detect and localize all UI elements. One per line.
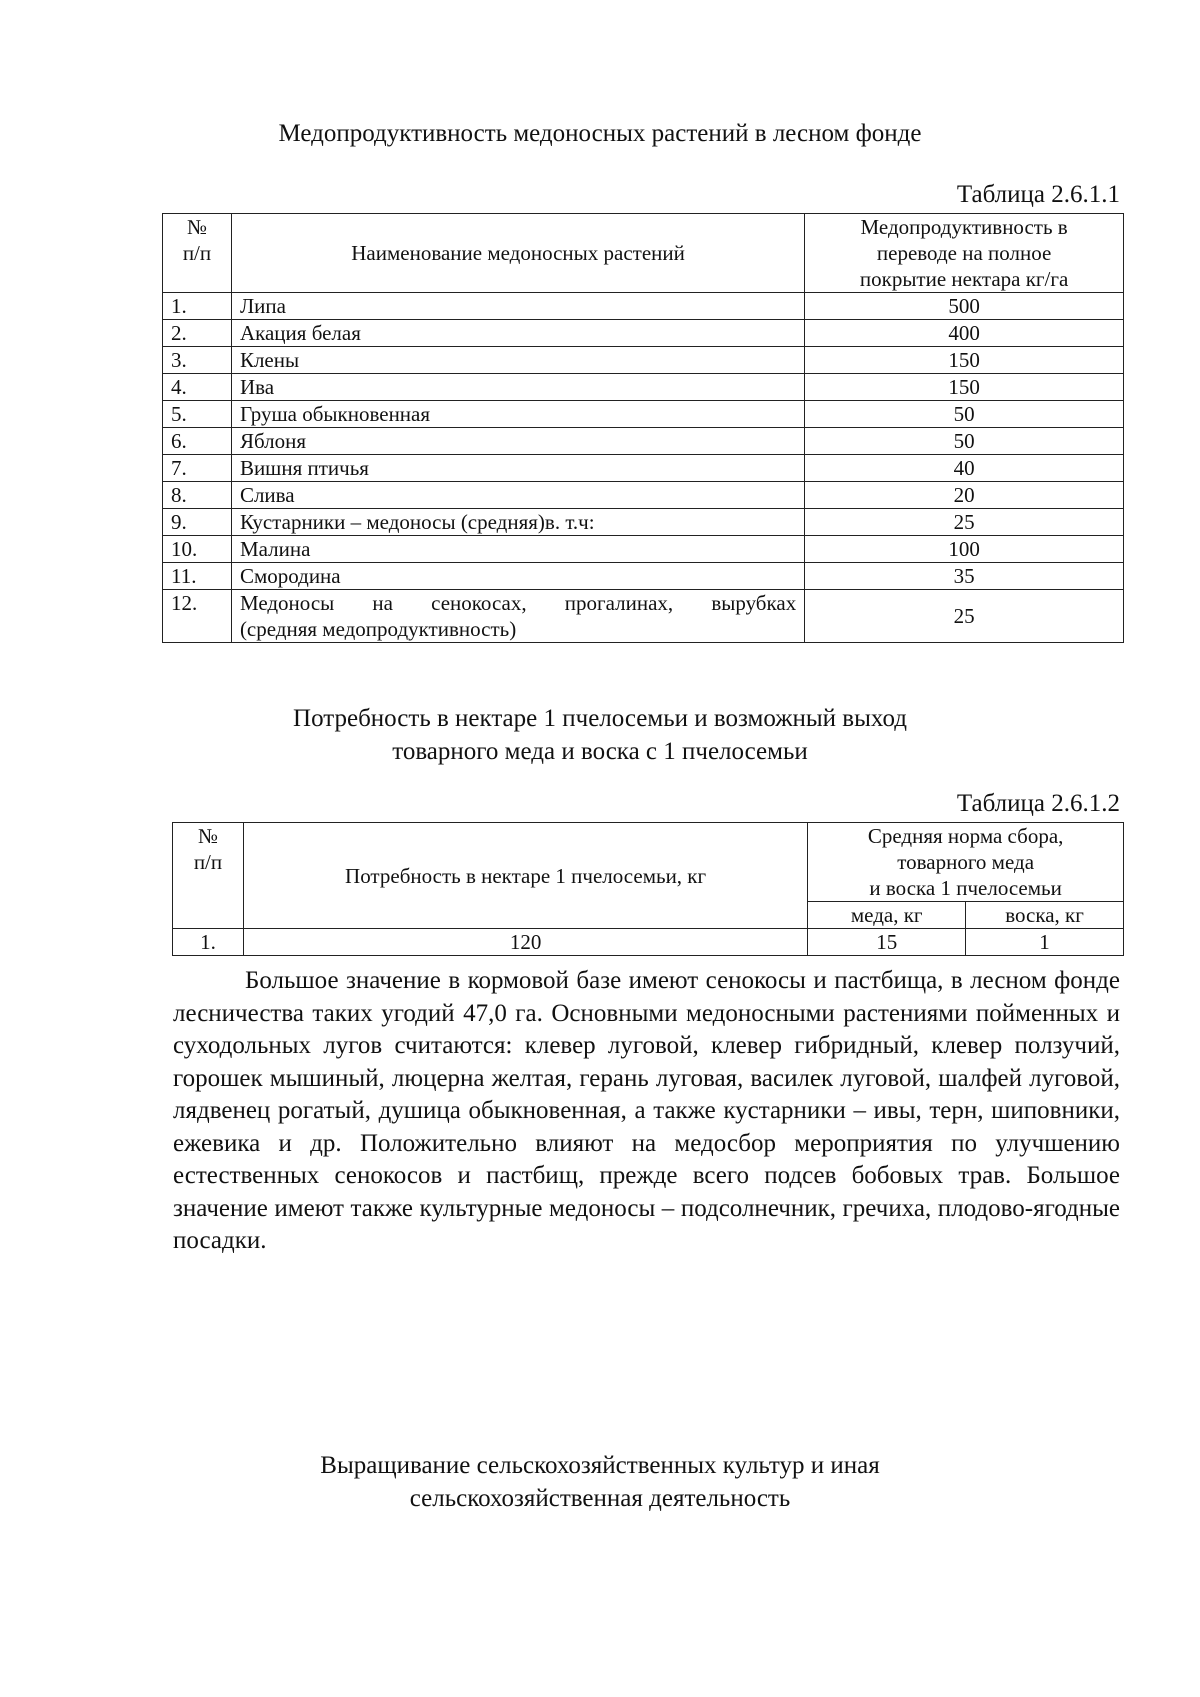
table-row bbox=[163, 401, 1124, 428]
row-name: Вишня птичья bbox=[231, 455, 804, 482]
row-value: 50 bbox=[805, 401, 1124, 428]
row-value: 25 bbox=[805, 509, 1124, 536]
row-num: 12. bbox=[163, 590, 232, 643]
row-name: Груша обыкновенная bbox=[231, 401, 804, 428]
table2-header-need: Потребность в нектаре 1 пчелосемьи, кг bbox=[243, 823, 807, 929]
row-name-line2: (средняя медопродуктивность) bbox=[239, 617, 517, 641]
table1-header-prod-line1: Медопродуктивность в bbox=[860, 215, 1068, 239]
row-num: 4. bbox=[163, 374, 232, 401]
table-row bbox=[163, 590, 1124, 643]
paragraph-text: Большое значение в кормовой базе имеют сенокосы и пастбища, в лесном фонде лесничества таких угодий 47,0 га. Основными медоносными растениями пойменных и суходольных лугов считаются: клевер луговой, клевер гибридный, клевер ползучий, горошек мышиный, люцерна желтая, герань луговая, василек луговой, шалфей луговой, лядвенец рогатый, душица обыкновенная, а также кустарники – ивы, терн, шиповники, ежевика и др. Положительно влияют на медосбор мероприятия по улучшению естественных сенокосов и пастбищ, прежде всего подсев бобовых трав. Большое значение имеют также культурные медоносы – подсолнечник, гречиха, плодово-ягодные посадки. bbox=[173, 967, 1120, 1254]
row-name: Кустарники – медоносы (средняя)в. т.ч: bbox=[231, 509, 804, 536]
table2-header-num-line1: № bbox=[197, 824, 218, 848]
row-num: 10. bbox=[163, 536, 232, 563]
row-name: Малина bbox=[231, 536, 804, 563]
row-name: Слива bbox=[231, 482, 804, 509]
table2-header-norm-line2: товарного меда bbox=[897, 850, 1035, 874]
table2-header-norm bbox=[808, 823, 1124, 902]
row-value: 35 bbox=[805, 563, 1124, 590]
row-num: 3. bbox=[163, 347, 232, 374]
row-num: 11. bbox=[163, 563, 232, 590]
table1-header-productivity bbox=[805, 214, 1124, 293]
table1-header-num-line2: п/п bbox=[182, 241, 212, 265]
table2-header-num-line2: п/п bbox=[193, 850, 223, 874]
table-row bbox=[163, 509, 1124, 536]
row-honey: 15 bbox=[808, 929, 966, 956]
row-name: Смородина bbox=[231, 563, 804, 590]
body-paragraph bbox=[173, 965, 1120, 1258]
row-num: 5. bbox=[163, 401, 232, 428]
row-name bbox=[231, 590, 804, 643]
table2-header-row bbox=[173, 823, 1124, 902]
row-num: 1. bbox=[163, 293, 232, 320]
table2-header-honey: меда, кг bbox=[808, 902, 966, 929]
section3-title-line1: Выращивание сельскохозяйственных культур и иная bbox=[320, 1452, 880, 1479]
row-value: 150 bbox=[805, 347, 1124, 374]
row-name: Яблоня bbox=[231, 428, 804, 455]
table-row bbox=[163, 293, 1124, 320]
section1-title: Медопродуктивность медоносных растений в лесном фонде bbox=[278, 120, 922, 147]
row-value: 400 bbox=[805, 320, 1124, 347]
row-num: 8. bbox=[163, 482, 232, 509]
table2-header-norm-line1: Средняя норма сбора, bbox=[867, 824, 1064, 848]
row-num: 1. bbox=[173, 929, 244, 956]
table1-header-row bbox=[163, 214, 1124, 293]
table1-header-num-line1: № bbox=[186, 215, 207, 239]
table2-header-wax: воска, кг bbox=[966, 902, 1124, 929]
row-value: 50 bbox=[805, 428, 1124, 455]
table2-caption: Таблица 2.6.1.2 bbox=[956, 790, 1120, 817]
table-row bbox=[163, 536, 1124, 563]
table1-caption: Таблица 2.6.1.1 bbox=[956, 181, 1120, 208]
row-name-line1: Медоносы на сенокосах, прогалинах, вырубках bbox=[239, 591, 797, 615]
section3-title-line2: сельскохозяйственная деятельность bbox=[409, 1485, 791, 1512]
table-row bbox=[163, 347, 1124, 374]
row-wax: 1 bbox=[966, 929, 1124, 956]
table1-header-name: Наименование медоносных растений bbox=[231, 214, 804, 293]
row-num: 9. bbox=[163, 509, 232, 536]
row-num: 2. bbox=[163, 320, 232, 347]
row-name: Акация белая bbox=[231, 320, 804, 347]
table1-header-prod-line2: переводе на полное bbox=[876, 241, 1052, 265]
section3-title bbox=[200, 1449, 1000, 1515]
section2-title-line1: Потребность в нектаре 1 пчелосемьи и возможный выход bbox=[293, 705, 907, 732]
row-value: 20 bbox=[805, 482, 1124, 509]
row-value: 150 bbox=[805, 374, 1124, 401]
row-name: Клены bbox=[231, 347, 804, 374]
table1-header-num bbox=[163, 214, 232, 293]
section2-title-line2: товарного меда и воска с 1 пчелосемьи bbox=[392, 738, 808, 765]
table2-header-norm-line3: и воска 1 пчелосемьи bbox=[869, 876, 1062, 900]
row-value: 100 bbox=[805, 536, 1124, 563]
row-value: 40 bbox=[805, 455, 1124, 482]
row-value: 500 bbox=[805, 293, 1124, 320]
row-need: 120 bbox=[243, 929, 807, 956]
row-num: 6. bbox=[163, 428, 232, 455]
row-num: 7. bbox=[163, 455, 232, 482]
row-name: Ива bbox=[231, 374, 804, 401]
table2-header-num bbox=[173, 823, 244, 929]
table-row bbox=[163, 320, 1124, 347]
table-2 bbox=[172, 822, 1124, 956]
row-value: 25 bbox=[805, 590, 1124, 643]
table1-header-prod-line3: покрытие нектара кг/га bbox=[859, 267, 1069, 291]
table-row bbox=[163, 455, 1124, 482]
row-name: Липа bbox=[231, 293, 804, 320]
table-row bbox=[173, 929, 1124, 956]
table-row bbox=[163, 482, 1124, 509]
table-row bbox=[163, 563, 1124, 590]
table-1 bbox=[162, 213, 1124, 643]
table-row bbox=[163, 374, 1124, 401]
section2-title bbox=[200, 702, 1000, 768]
table-row bbox=[163, 428, 1124, 455]
